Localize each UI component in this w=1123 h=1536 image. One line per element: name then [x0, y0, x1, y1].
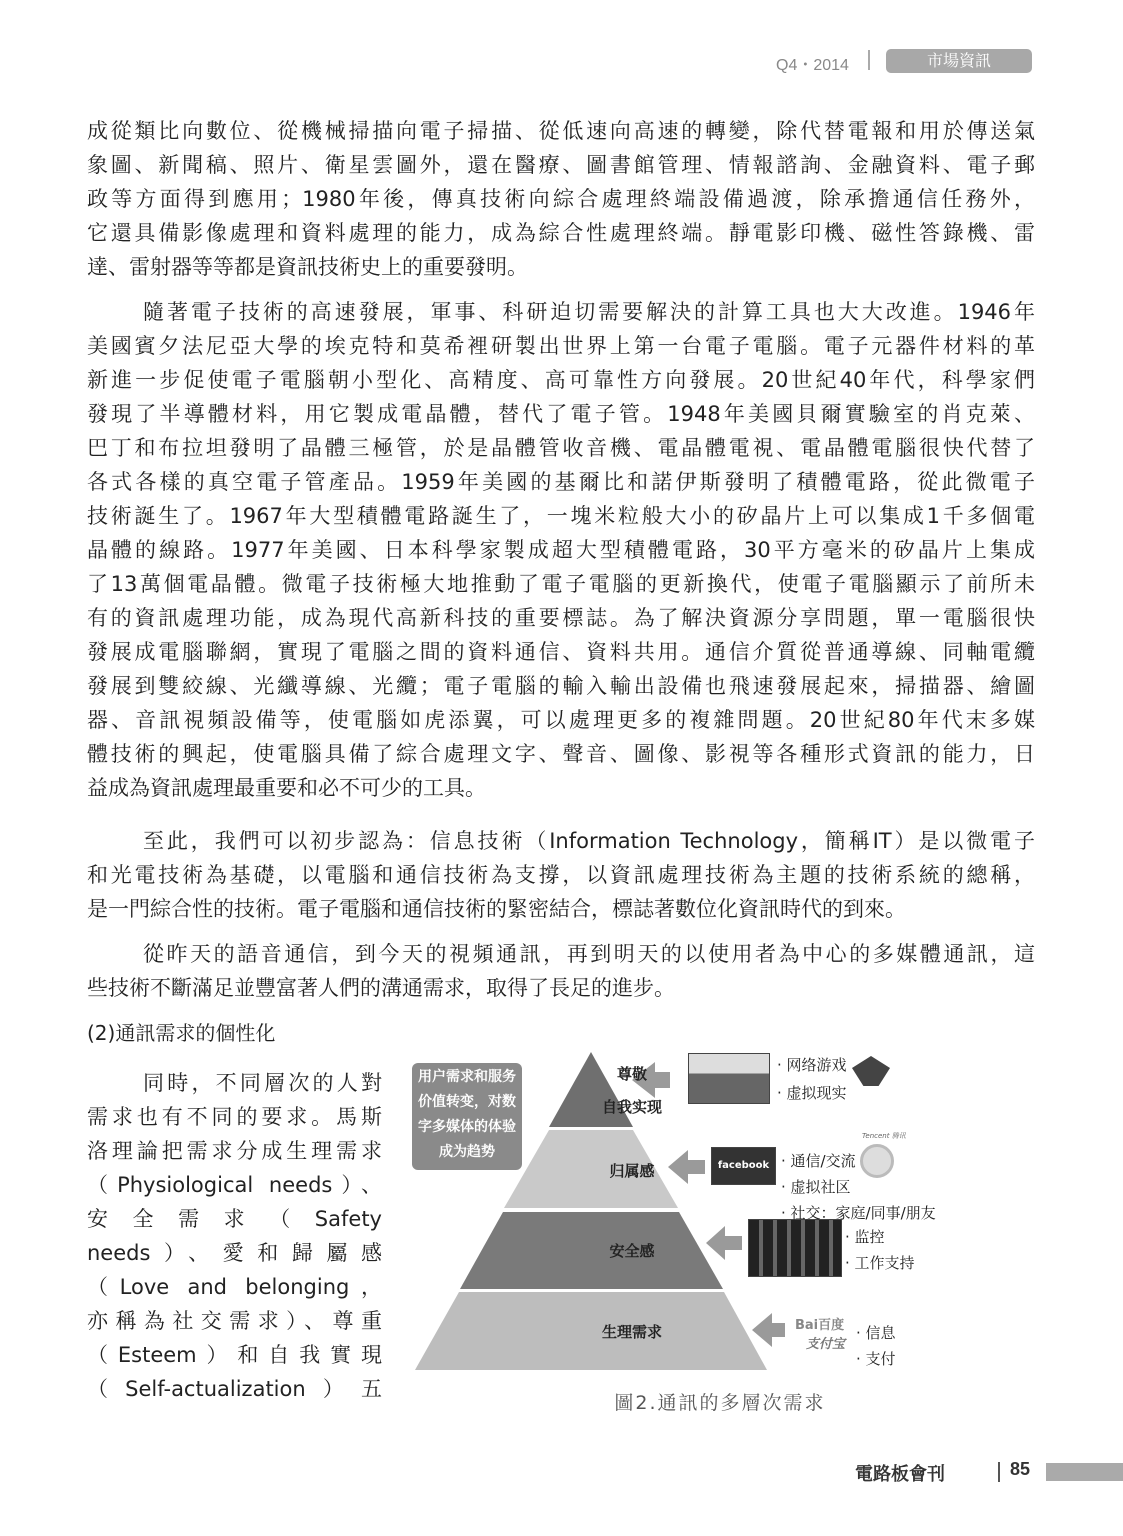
- paragraph-line: 各式各樣的真空電子管產品。1959年美國的基爾比和諾伊斯發明了積體電路，從此微電子: [87, 470, 1035, 494]
- callout-line: 价值转变，对数: [418, 1094, 516, 1110]
- paragraph-line: 晶體的線路。1977年美國、日本科學家製成超大型積體電路，30平方毫米的矽晶片上集成: [87, 538, 1035, 562]
- need-item: · 支付: [856, 1350, 896, 1368]
- tencent-qq-icon: [860, 1144, 894, 1178]
- facebook-image: facebook: [711, 1147, 776, 1185]
- paragraph-line: 巴丁和布拉坦發明了晶體三極管，於是晶體管收音機、電晶體電視、電晶體電腦很快代替了: [87, 436, 1035, 460]
- footer-divider: [998, 1462, 1000, 1482]
- paragraph-line: 隨著電子技術的高速發展，軍事、科研迫切需要解決的計算工具也大大改進。1946年: [143, 300, 1035, 324]
- paragraph-line: 體技術的興起，使電腦具備了綜合處理文字、聲音、圖像、影視等各種形式資訊的能力，日: [87, 742, 1035, 766]
- tencent-logo: Tencent 腾讯: [862, 1132, 906, 1140]
- paragraph-line: 和光電技術為基礎，以電腦和通信技術為支撐，以資訊處理技術為主題的技術系統的總稱，: [87, 863, 1035, 887]
- paragraph-line: 益成為資訊處理最重要和必不可少的工具。: [87, 776, 486, 800]
- callout-line: 字多媒体的体验: [418, 1119, 516, 1135]
- callout-line: 用户需求和服务: [418, 1069, 516, 1085]
- header-issue: Q4・2014: [776, 57, 849, 74]
- paragraph-line: 技術誕生了。1967年大型積體電路誕生了，一塊米粒般大小的矽晶片上可以集成1千多個電: [87, 504, 1035, 528]
- need-item: · 网络游戏: [777, 1056, 847, 1074]
- paragraph-line: 美國賓夕法尼亞大學的埃克特和莫希裡研製出世界上第一台電子電腦。電子元器件材料的革: [87, 334, 1035, 358]
- paragraph-line: 了13萬個電晶體。微電子技術極大地推動了電子電腦的更新換代，使電子電腦顯示了前所未: [87, 572, 1035, 596]
- left-column-line: （Self-actualization）五: [87, 1377, 382, 1401]
- paragraph-line: 象圖、新聞稿、照片、衛星雲圖外，還在醫療、圖書館管理、情報諮詢、金融資料、電子郵: [87, 153, 1035, 177]
- left-column-line: 同時，不同層次的人對: [143, 1071, 382, 1095]
- paragraph-line: 新進一步促使電子電腦朝小型化、高精度、高可靠性方向發展。20世紀40年代，科學家們: [87, 368, 1035, 392]
- paragraph-line: 器、音訊視頻設備等，使電腦如虎添翼，可以處理更多的複雜問題。20世紀80年代末多媒: [87, 708, 1035, 732]
- arrow-left-icon: [706, 1226, 742, 1260]
- need-item: · 虚拟社区: [781, 1178, 851, 1196]
- left-column-line: （Esteem）和自我實現: [87, 1343, 382, 1367]
- need-item: · 虚拟现实: [777, 1084, 847, 1102]
- left-column-line: 洛理論把需求分成生理需求: [87, 1139, 382, 1163]
- paragraph-line: 達、雷射器等等都是資訊技術史上的重要發明。: [87, 255, 528, 279]
- paragraph-line: 發展成電腦聯網，實現了電腦之間的資料通信、資料共用。通信介質從普通導線、同軸電纜: [87, 640, 1035, 664]
- level-label: 自我实现: [601, 1098, 662, 1116]
- paragraph-line: 有的資訊處理功能，成為現代高新科技的重要標誌。為了解決資源分享問題，單一電腦很快: [87, 606, 1035, 630]
- need-item: · 信息: [856, 1324, 896, 1342]
- level-label: 安全感: [609, 1242, 655, 1260]
- paragraph-line: 些技術不斷滿足並豐富著人們的溝通需求，取得了長足的進步。: [87, 976, 675, 1000]
- paragraph-line: 成從類比向數位、從機械掃描向電子掃描、從低速向高速的轉變，除代替電報和用於傳送氣: [87, 119, 1035, 143]
- level-label: 尊敬: [616, 1065, 647, 1083]
- paragraph-line: 政等方面得到應用；1980年後，傳真技術向綜合處理終端設備過渡，除承擔通信任務外，: [87, 187, 1035, 211]
- footer-bar: [1046, 1463, 1123, 1481]
- left-column-line: （Love and belonging，: [87, 1275, 382, 1299]
- left-column-line: 安全需求（Safety: [87, 1207, 382, 1231]
- left-column-line: 亦稱為社交需求）、尊重: [87, 1309, 382, 1333]
- level-label: 生理需求: [601, 1323, 662, 1341]
- section-tag: 市場資訊: [886, 49, 1032, 73]
- left-column-line: needs）、愛和歸屬感: [87, 1241, 382, 1265]
- footer-title: 電路板會刊: [855, 1464, 945, 1485]
- need-item: · 监控: [845, 1228, 885, 1246]
- figure-caption: 圖2.通訊的多層次需求: [614, 1392, 826, 1414]
- need-item: · 工作支持: [845, 1254, 915, 1272]
- paragraph-line: 它還具備影像處理和資料處理的能力，成為綜合性處理終端。靜電影印機、磁性答錄機、雷: [87, 221, 1035, 245]
- section-heading: (2)通訊需求的個性化: [87, 1021, 276, 1045]
- arrow-left-icon: [752, 1313, 785, 1347]
- monitoring-room-image: [748, 1219, 842, 1277]
- header-divider: [868, 50, 870, 70]
- alipay-logo: 支付宝: [806, 1337, 846, 1352]
- need-item: · 社交：家庭/同事/朋友: [781, 1204, 936, 1222]
- level-label: 归属感: [609, 1162, 655, 1180]
- need-item: · 通信/交流: [781, 1152, 856, 1170]
- paragraph-line: 從昨天的語音通信，到今天的視頻通訊，再到明天的以使用者為中心的多媒體通訊，這: [143, 942, 1035, 966]
- baidu-logo: Bai百度: [795, 1318, 845, 1333]
- callout-line: 成为趋势: [439, 1144, 495, 1160]
- page-number: 85: [1010, 1459, 1031, 1479]
- paragraph-line: 發展到雙絞線、光纖導線、光纜；電子電腦的輸入輸出設備也飛速發展起來，掃描器、繪圖: [87, 674, 1035, 698]
- paragraph-line: 是一門綜合性的技術。電子電腦和通信技術的緊密結合，標誌著數位化資訊時代的到來。: [87, 897, 906, 921]
- game-screenshot-image: [688, 1053, 770, 1104]
- paragraph-line: 至此，我們可以初步認為：信息技術（Information Technology，簡稱IT）是以微電子: [143, 829, 1035, 853]
- paragraph-line: 發現了半導體材料，用它製成電晶體，替代了電子管。1948年美國貝爾實驗室的肖克萊、: [87, 402, 1035, 426]
- left-column-line: 需求也有不同的要求。馬斯: [87, 1105, 382, 1129]
- left-column-line: （Physiological needs）、: [87, 1173, 382, 1197]
- callout-box: [412, 1063, 522, 1170]
